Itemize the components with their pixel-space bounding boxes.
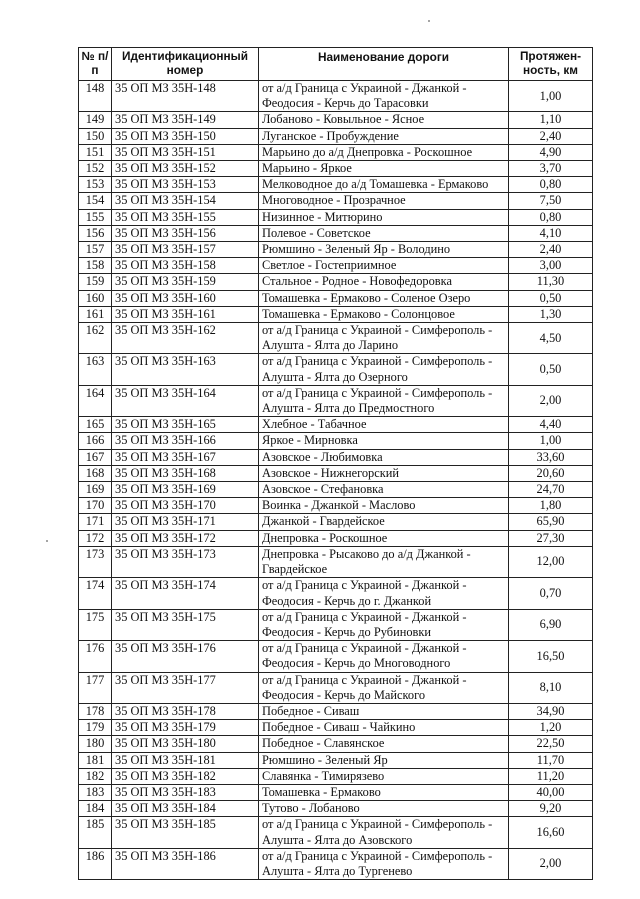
row-length: 1,20 <box>509 720 593 736</box>
row-id: 35 ОП МЗ 35Н-186 <box>112 848 259 879</box>
table-row <box>79 736 593 752</box>
row-length: 12,00 <box>509 546 593 577</box>
row-road-name: от а/д Граница с Украиной - Симферополь - Алушта - Ялта до Предмостного <box>259 385 509 416</box>
row-length: 6,90 <box>509 609 593 640</box>
row-id: 35 ОП МЗ 35Н-165 <box>112 417 259 433</box>
table-row <box>79 354 593 385</box>
row-length: 11,30 <box>509 274 593 290</box>
table-body <box>79 81 593 880</box>
scan-speck <box>428 20 430 22</box>
row-length: 4,10 <box>509 225 593 241</box>
row-id: 35 ОП МЗ 35Н-158 <box>112 258 259 274</box>
row-id: 35 ОП МЗ 35Н-161 <box>112 306 259 322</box>
row-id: 35 ОП МЗ 35Н-155 <box>112 209 259 225</box>
row-road-name: Победное - Сиваш - Чайкино <box>259 720 509 736</box>
row-road-name: Яркое - Мирновка <box>259 433 509 449</box>
table-row <box>79 752 593 768</box>
row-road-name: Джанкой - Гвардейское <box>259 514 509 530</box>
table-row <box>79 81 593 112</box>
row-id: 35 ОП МЗ 35Н-179 <box>112 720 259 736</box>
row-id: 35 ОП МЗ 35Н-175 <box>112 609 259 640</box>
table-row <box>79 801 593 817</box>
row-length: 2,00 <box>509 848 593 879</box>
row-id: 35 ОП МЗ 35Н-176 <box>112 641 259 672</box>
table-row <box>79 209 593 225</box>
row-road-name: Победное - Сиваш <box>259 703 509 719</box>
row-length: 11,20 <box>509 768 593 784</box>
row-number: 182 <box>79 768 112 784</box>
document-page <box>78 47 592 880</box>
row-number: 167 <box>79 449 112 465</box>
row-number: 165 <box>79 417 112 433</box>
row-road-name: от а/д Граница с Украиной - Симферополь - Алушта - Ялта до Озерного <box>259 354 509 385</box>
row-length: 1,80 <box>509 498 593 514</box>
row-id: 35 ОП МЗ 35Н-181 <box>112 752 259 768</box>
row-road-name: Днепровка - Роскошное <box>259 530 509 546</box>
row-length: 1,30 <box>509 306 593 322</box>
row-id: 35 ОП МЗ 35Н-163 <box>112 354 259 385</box>
row-id: 35 ОП МЗ 35Н-172 <box>112 530 259 546</box>
row-number: 186 <box>79 848 112 879</box>
row-road-name: Тутово - Лобаново <box>259 801 509 817</box>
row-length: 4,50 <box>509 323 593 354</box>
row-number: 156 <box>79 225 112 241</box>
table-row <box>79 323 593 354</box>
row-road-name: Марьино - Яркое <box>259 161 509 177</box>
table-row <box>79 672 593 703</box>
row-number: 184 <box>79 801 112 817</box>
row-length: 24,70 <box>509 482 593 498</box>
row-number: 159 <box>79 274 112 290</box>
row-number: 185 <box>79 817 112 848</box>
row-number: 163 <box>79 354 112 385</box>
table-row <box>79 703 593 719</box>
row-length: 7,50 <box>509 193 593 209</box>
scan-speck <box>46 540 48 542</box>
row-number: 153 <box>79 177 112 193</box>
row-road-name: Рюмшино - Зеленый Яр <box>259 752 509 768</box>
row-road-name: Томашевка - Ермаково - Солонцовое <box>259 306 509 322</box>
table-row <box>79 258 593 274</box>
table-row <box>79 530 593 546</box>
table-row <box>79 128 593 144</box>
row-road-name: Азовское - Любимовка <box>259 449 509 465</box>
row-road-name: от а/д Граница с Украиной - Джанкой - Феодосия - Керчь до г. Джанкой <box>259 578 509 609</box>
row-road-name: Азовское - Нижнегорский <box>259 465 509 481</box>
row-length: 16,60 <box>509 817 593 848</box>
row-length: 65,90 <box>509 514 593 530</box>
header-number: № п/п <box>79 48 112 81</box>
row-length: 11,70 <box>509 752 593 768</box>
row-road-name: от а/д Граница с Украиной - Симферополь - Алушта - Ялта до Тургенево <box>259 848 509 879</box>
row-id: 35 ОП МЗ 35Н-169 <box>112 482 259 498</box>
row-length: 1,00 <box>509 433 593 449</box>
table-row <box>79 193 593 209</box>
row-id: 35 ОП МЗ 35Н-150 <box>112 128 259 144</box>
row-id: 35 ОП МЗ 35Н-168 <box>112 465 259 481</box>
row-length: 3,70 <box>509 161 593 177</box>
row-id: 35 ОП МЗ 35Н-151 <box>112 144 259 160</box>
row-number: 157 <box>79 242 112 258</box>
row-road-name: Стальное - Родное - Новофедоровка <box>259 274 509 290</box>
row-road-name: Мелководное до а/д Томашевка - Ермаково <box>259 177 509 193</box>
table-row <box>79 768 593 784</box>
row-number: 151 <box>79 144 112 160</box>
table-row <box>79 817 593 848</box>
table-row <box>79 449 593 465</box>
roads-table <box>78 47 593 880</box>
row-road-name: Томашевка - Ермаково <box>259 784 509 800</box>
row-number: 162 <box>79 323 112 354</box>
row-number: 154 <box>79 193 112 209</box>
row-length: 0,80 <box>509 209 593 225</box>
row-road-name: от а/д Граница с Украиной - Джанкой - Феодосия - Керчь до Многоводного <box>259 641 509 672</box>
row-length: 3,00 <box>509 258 593 274</box>
table-row <box>79 242 593 258</box>
row-road-name: Днепровка - Рысаково до а/д Джанкой - Гвардейское <box>259 546 509 577</box>
row-id: 35 ОП МЗ 35Н-183 <box>112 784 259 800</box>
row-road-name: Воинка - Джанкой - Маслово <box>259 498 509 514</box>
row-id: 35 ОП МЗ 35Н-173 <box>112 546 259 577</box>
row-road-name: от а/д Граница с Украиной - Джанкой - Феодосия - Керчь до Тарасовки <box>259 81 509 112</box>
row-id: 35 ОП МЗ 35Н-166 <box>112 433 259 449</box>
row-length: 4,40 <box>509 417 593 433</box>
row-road-name: Рюмшино - Зеленый Яр - Володино <box>259 242 509 258</box>
row-number: 158 <box>79 258 112 274</box>
row-number: 181 <box>79 752 112 768</box>
row-length: 2,00 <box>509 385 593 416</box>
header-road-name: Наименование дороги <box>259 48 509 81</box>
row-road-name: от а/д Граница с Украиной - Симферополь - Алушта - Ялта до Азовского <box>259 817 509 848</box>
table-row <box>79 514 593 530</box>
row-road-name: Победное - Славянское <box>259 736 509 752</box>
table-row <box>79 274 593 290</box>
row-length: 16,50 <box>509 641 593 672</box>
table-row <box>79 546 593 577</box>
row-length: 20,60 <box>509 465 593 481</box>
row-number: 174 <box>79 578 112 609</box>
row-id: 35 ОП МЗ 35Н-174 <box>112 578 259 609</box>
row-length: 9,20 <box>509 801 593 817</box>
row-number: 149 <box>79 112 112 128</box>
table-header-row <box>79 48 593 81</box>
header-id: Идентификационный номер <box>112 48 259 81</box>
row-number: 160 <box>79 290 112 306</box>
table-row <box>79 784 593 800</box>
row-length: 8,10 <box>509 672 593 703</box>
row-number: 169 <box>79 482 112 498</box>
table-row <box>79 417 593 433</box>
table-row <box>79 848 593 879</box>
table-row <box>79 225 593 241</box>
row-road-name: от а/д Граница с Украиной - Симферополь - Алушта - Ялта до Ларино <box>259 323 509 354</box>
row-id: 35 ОП МЗ 35Н-152 <box>112 161 259 177</box>
row-road-name: Азовское - Стефановка <box>259 482 509 498</box>
table-row <box>79 306 593 322</box>
row-road-name: Светлое - Гостеприимное <box>259 258 509 274</box>
row-id: 35 ОП МЗ 35Н-164 <box>112 385 259 416</box>
table-row <box>79 609 593 640</box>
row-length: 34,90 <box>509 703 593 719</box>
row-id: 35 ОП МЗ 35Н-160 <box>112 290 259 306</box>
row-number: 179 <box>79 720 112 736</box>
row-id: 35 ОП МЗ 35Н-148 <box>112 81 259 112</box>
row-number: 180 <box>79 736 112 752</box>
row-road-name: Полевое - Советское <box>259 225 509 241</box>
table-row <box>79 144 593 160</box>
row-road-name: Луганское - Пробуждение <box>259 128 509 144</box>
row-length: 22,50 <box>509 736 593 752</box>
row-id: 35 ОП МЗ 35Н-162 <box>112 323 259 354</box>
row-number: 170 <box>79 498 112 514</box>
row-number: 161 <box>79 306 112 322</box>
row-number: 175 <box>79 609 112 640</box>
table-row <box>79 482 593 498</box>
table-row <box>79 578 593 609</box>
row-id: 35 ОП МЗ 35Н-149 <box>112 112 259 128</box>
row-number: 183 <box>79 784 112 800</box>
row-road-name: Низинное - Митюрино <box>259 209 509 225</box>
row-length: 0,80 <box>509 177 593 193</box>
row-id: 35 ОП МЗ 35Н-153 <box>112 177 259 193</box>
row-length: 33,60 <box>509 449 593 465</box>
row-number: 150 <box>79 128 112 144</box>
row-road-name: Многоводное - Прозрачное <box>259 193 509 209</box>
row-id: 35 ОП МЗ 35Н-177 <box>112 672 259 703</box>
table-row <box>79 465 593 481</box>
row-id: 35 ОП МЗ 35Н-171 <box>112 514 259 530</box>
row-id: 35 ОП МЗ 35Н-156 <box>112 225 259 241</box>
row-length: 2,40 <box>509 128 593 144</box>
row-number: 176 <box>79 641 112 672</box>
table-row <box>79 720 593 736</box>
row-road-name: от а/д Граница с Украиной - Джанкой - Феодосия - Керчь до Рубиновки <box>259 609 509 640</box>
row-road-name: Славянка - Тимирязево <box>259 768 509 784</box>
row-id: 35 ОП МЗ 35Н-157 <box>112 242 259 258</box>
row-length: 0,50 <box>509 290 593 306</box>
row-road-name: Марьино до а/д Днепровка - Роскошное <box>259 144 509 160</box>
row-road-name: Лобаново - Ковыльное - Ясное <box>259 112 509 128</box>
row-number: 171 <box>79 514 112 530</box>
row-number: 152 <box>79 161 112 177</box>
row-id: 35 ОП МЗ 35Н-167 <box>112 449 259 465</box>
row-number: 155 <box>79 209 112 225</box>
table-row <box>79 177 593 193</box>
row-length: 0,70 <box>509 578 593 609</box>
table-row <box>79 161 593 177</box>
row-number: 148 <box>79 81 112 112</box>
row-road-name: от а/д Граница с Украиной - Джанкой - Феодосия - Керчь до Майского <box>259 672 509 703</box>
row-number: 178 <box>79 703 112 719</box>
row-id: 35 ОП МЗ 35Н-154 <box>112 193 259 209</box>
table-row <box>79 498 593 514</box>
row-number: 168 <box>79 465 112 481</box>
row-length: 40,00 <box>509 784 593 800</box>
row-number: 172 <box>79 530 112 546</box>
row-id: 35 ОП МЗ 35Н-182 <box>112 768 259 784</box>
row-number: 173 <box>79 546 112 577</box>
row-road-name: Хлебное - Табачное <box>259 417 509 433</box>
row-id: 35 ОП МЗ 35Н-180 <box>112 736 259 752</box>
row-id: 35 ОП МЗ 35Н-184 <box>112 801 259 817</box>
row-length: 27,30 <box>509 530 593 546</box>
table-row <box>79 641 593 672</box>
row-length: 4,90 <box>509 144 593 160</box>
row-number: 166 <box>79 433 112 449</box>
row-length: 2,40 <box>509 242 593 258</box>
row-length: 1,00 <box>509 81 593 112</box>
row-id: 35 ОП МЗ 35Н-178 <box>112 703 259 719</box>
row-id: 35 ОП МЗ 35Н-159 <box>112 274 259 290</box>
row-length: 0,50 <box>509 354 593 385</box>
row-number: 177 <box>79 672 112 703</box>
row-id: 35 ОП МЗ 35Н-170 <box>112 498 259 514</box>
row-id: 35 ОП МЗ 35Н-185 <box>112 817 259 848</box>
row-road-name: Томашевка - Ермаково - Соленое Озеро <box>259 290 509 306</box>
table-row <box>79 433 593 449</box>
table-row <box>79 112 593 128</box>
table-row <box>79 290 593 306</box>
table-row <box>79 385 593 416</box>
header-length: Протяжен-ность, км <box>509 48 593 81</box>
row-length: 1,10 <box>509 112 593 128</box>
row-number: 164 <box>79 385 112 416</box>
